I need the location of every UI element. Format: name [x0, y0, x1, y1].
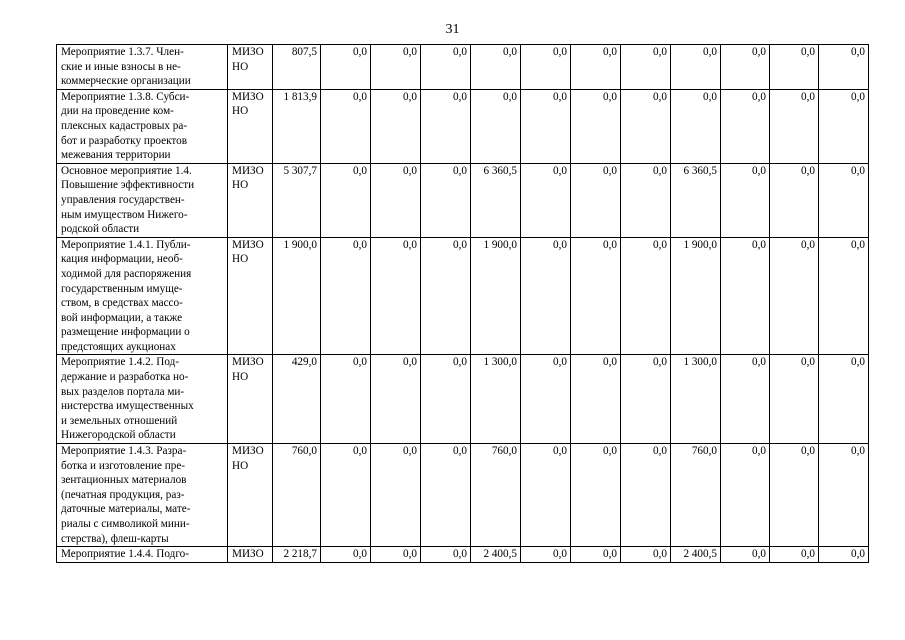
value-cell: 0,0: [571, 547, 621, 563]
value-cell: 0,0: [521, 547, 571, 563]
activity-name-cell: [57, 89, 228, 163]
activity-name-line: размещение информации о: [61, 326, 190, 339]
value-cell: 0,0: [371, 355, 421, 444]
value-cell: 0,0: [521, 89, 571, 163]
program-activities-table: [56, 44, 869, 563]
value-cell: 0,0: [770, 237, 819, 355]
activity-name-line: Мероприятие 1.4.1. Публи-: [61, 238, 191, 251]
value-cell: 760,0: [273, 444, 321, 547]
value-cell: 0,0: [770, 547, 819, 563]
responsible-cell: [228, 45, 273, 90]
value-cell: 0,0: [571, 444, 621, 547]
activity-name-line: вых разделов портала ми-: [61, 385, 185, 398]
table-body: [57, 45, 869, 563]
activity-name-line: Нижегородской области: [61, 429, 176, 442]
activity-name-line: родской области: [61, 223, 140, 236]
value-cell: 0,0: [321, 163, 371, 237]
activity-name-line: Мероприятие 1.4.3. Разра-: [61, 445, 187, 458]
activity-name-cell: [57, 163, 228, 237]
value-cell: 1 900,0: [273, 237, 321, 355]
value-cell: 0,0: [721, 237, 770, 355]
value-cell: 0,0: [671, 89, 721, 163]
activity-name-line: зентационных материалов: [61, 474, 187, 487]
table-row: [57, 355, 869, 444]
value-cell: 0,0: [471, 45, 521, 90]
value-cell: 0,0: [770, 355, 819, 444]
responsible-line: НО: [232, 371, 249, 384]
value-cell: 0,0: [819, 547, 869, 563]
value-cell: 0,0: [421, 89, 471, 163]
activity-name-line: нистерства имущественных: [61, 400, 194, 413]
value-cell: 0,0: [770, 45, 819, 90]
responsible-line: НО: [232, 105, 249, 118]
responsible-line: НО: [232, 253, 249, 266]
activity-name-cell: [57, 355, 228, 444]
activity-name-cell: [57, 45, 228, 90]
value-cell: 0,0: [321, 355, 371, 444]
value-cell: 0,0: [471, 89, 521, 163]
activity-name-line: предстоящих аукционах: [61, 340, 176, 353]
value-cell: 0,0: [721, 444, 770, 547]
value-cell: 6 360,5: [471, 163, 521, 237]
responsible-cell: [228, 444, 273, 547]
activity-name-line: (печатная продукция, раз-: [61, 488, 185, 501]
value-cell: 0,0: [721, 45, 770, 90]
responsible-line: МИЗО: [232, 46, 264, 58]
value-cell: 0,0: [770, 89, 819, 163]
value-cell: 0,0: [621, 355, 671, 444]
value-cell: 760,0: [671, 444, 721, 547]
table-row: [57, 237, 869, 355]
value-cell: 5 307,7: [273, 163, 321, 237]
table-row: [57, 89, 869, 163]
value-cell: 1 300,0: [671, 355, 721, 444]
value-cell: 0,0: [819, 163, 869, 237]
responsible-cell: [228, 355, 273, 444]
responsible-line: МИЗО: [232, 356, 264, 369]
activity-name-cell: [57, 547, 228, 563]
responsible-line: МИЗО: [232, 548, 264, 561]
value-cell: 1 300,0: [471, 355, 521, 444]
value-cell: 0,0: [371, 163, 421, 237]
value-cell: 0,0: [421, 444, 471, 547]
activity-name-line: Мероприятие 1.4.4. Подго-: [61, 548, 189, 561]
table-row: [57, 45, 869, 90]
responsible-line: МИЗО: [232, 164, 264, 177]
value-cell: 0,0: [521, 163, 571, 237]
value-cell: 0,0: [421, 547, 471, 563]
responsible-line: МИЗО: [232, 90, 264, 103]
table-row: [57, 163, 869, 237]
value-cell: 0,0: [321, 45, 371, 90]
value-cell: 0,0: [721, 163, 770, 237]
activity-name-line: Мероприятие 1.4.2. Под-: [61, 356, 180, 369]
value-cell: 0,0: [321, 444, 371, 547]
value-cell: 0,0: [819, 355, 869, 444]
value-cell: 0,0: [371, 444, 421, 547]
value-cell: 0,0: [521, 237, 571, 355]
value-cell: 2 218,7: [273, 547, 321, 563]
activity-name-line: межевания территории: [61, 149, 171, 162]
activity-name-line: коммерческие организации: [61, 75, 191, 88]
activity-name-line: бот и разработку проектов: [61, 134, 188, 147]
value-cell: 0,0: [621, 237, 671, 355]
value-cell: 1 900,0: [671, 237, 721, 355]
responsible-line: МИЗО: [232, 445, 264, 458]
responsible-line: НО: [232, 60, 249, 73]
value-cell: 0,0: [571, 45, 621, 90]
value-cell: 0,0: [371, 237, 421, 355]
value-cell: 0,0: [819, 45, 869, 90]
activity-name-line: плексных кадастровых ра-: [61, 119, 188, 132]
activity-name-line: Основное мероприятие 1.4.: [61, 164, 192, 177]
value-cell: 0,0: [421, 237, 471, 355]
value-cell: 0,0: [621, 45, 671, 90]
value-cell: 0,0: [571, 237, 621, 355]
value-cell: 0,0: [521, 45, 571, 90]
activity-name-line: Повышение эффективности: [61, 179, 195, 192]
activity-name-line: риалы с символикой мини-: [61, 518, 190, 530]
responsible-cell: [228, 547, 273, 563]
value-cell: 0,0: [371, 45, 421, 90]
value-cell: 0,0: [571, 163, 621, 237]
value-cell: 0,0: [819, 237, 869, 355]
value-cell: 807,5: [273, 45, 321, 90]
activity-name-line: держание и разработка но-: [61, 371, 189, 384]
activity-name-cell: [57, 444, 228, 547]
value-cell: 0,0: [321, 89, 371, 163]
value-cell: 0,0: [571, 355, 621, 444]
activity-name-line: ным имуществом Нижего-: [61, 208, 188, 221]
value-cell: 0,0: [819, 89, 869, 163]
value-cell: 0,0: [621, 163, 671, 237]
value-cell: 0,0: [770, 444, 819, 547]
activity-name-line: кация информации, необ-: [61, 253, 183, 266]
activity-name-line: даточные материалы, мате-: [61, 503, 191, 516]
activity-name-cell: [57, 237, 228, 355]
value-cell: 0,0: [521, 355, 571, 444]
activity-name-line: ботка и изготовление пре-: [61, 459, 186, 472]
value-cell: 0,0: [371, 547, 421, 563]
responsible-line: МИЗО: [232, 238, 264, 251]
activity-name-line: государственным имуще-: [61, 282, 183, 295]
value-cell: 2 400,5: [471, 547, 521, 563]
value-cell: 0,0: [721, 89, 770, 163]
value-cell: 0,0: [770, 163, 819, 237]
activity-name-line: ские и иные взносы в не-: [61, 60, 181, 73]
table-row: [57, 444, 869, 547]
value-cell: 6 360,5: [671, 163, 721, 237]
value-cell: 429,0: [273, 355, 321, 444]
value-cell: 0,0: [621, 444, 671, 547]
responsible-cell: [228, 237, 273, 355]
value-cell: 0,0: [521, 444, 571, 547]
responsible-cell: [228, 163, 273, 237]
value-cell: 0,0: [571, 89, 621, 163]
value-cell: 2 400,5: [671, 547, 721, 563]
responsible-cell: [228, 89, 273, 163]
activity-name-line: Мероприятие 1.3.8. Субси-: [61, 90, 190, 103]
activity-name-line: управления государствен-: [61, 193, 185, 206]
value-cell: 0,0: [721, 547, 770, 563]
value-cell: 0,0: [819, 444, 869, 547]
value-cell: 1 900,0: [471, 237, 521, 355]
value-cell: 0,0: [371, 89, 421, 163]
value-cell: 1 813,9: [273, 89, 321, 163]
value-cell: 760,0: [471, 444, 521, 547]
activity-name-line: Мероприятие 1.3.7. Член-: [61, 46, 184, 58]
table-row: [57, 547, 869, 563]
activity-name-line: ством, в средствах массо-: [61, 297, 183, 310]
value-cell: 0,0: [421, 163, 471, 237]
value-cell: 0,0: [421, 45, 471, 90]
value-cell: 0,0: [321, 547, 371, 563]
activity-name-line: вой информации, а также: [61, 311, 183, 324]
value-cell: 0,0: [621, 89, 671, 163]
activity-name-line: дии на проведение ком-: [61, 105, 174, 118]
responsible-line: НО: [232, 179, 249, 192]
activity-name-line: ходимой для распоряжения: [61, 267, 192, 280]
value-cell: 0,0: [421, 355, 471, 444]
value-cell: 0,0: [671, 45, 721, 90]
activity-name-line: и земельных отношений: [61, 414, 178, 427]
value-cell: 0,0: [321, 237, 371, 355]
page-number: 31: [445, 22, 460, 37]
activity-name-line: стерства), флеш-карты: [61, 532, 169, 545]
value-cell: 0,0: [721, 355, 770, 444]
value-cell: 0,0: [621, 547, 671, 563]
responsible-line: НО: [232, 459, 249, 472]
